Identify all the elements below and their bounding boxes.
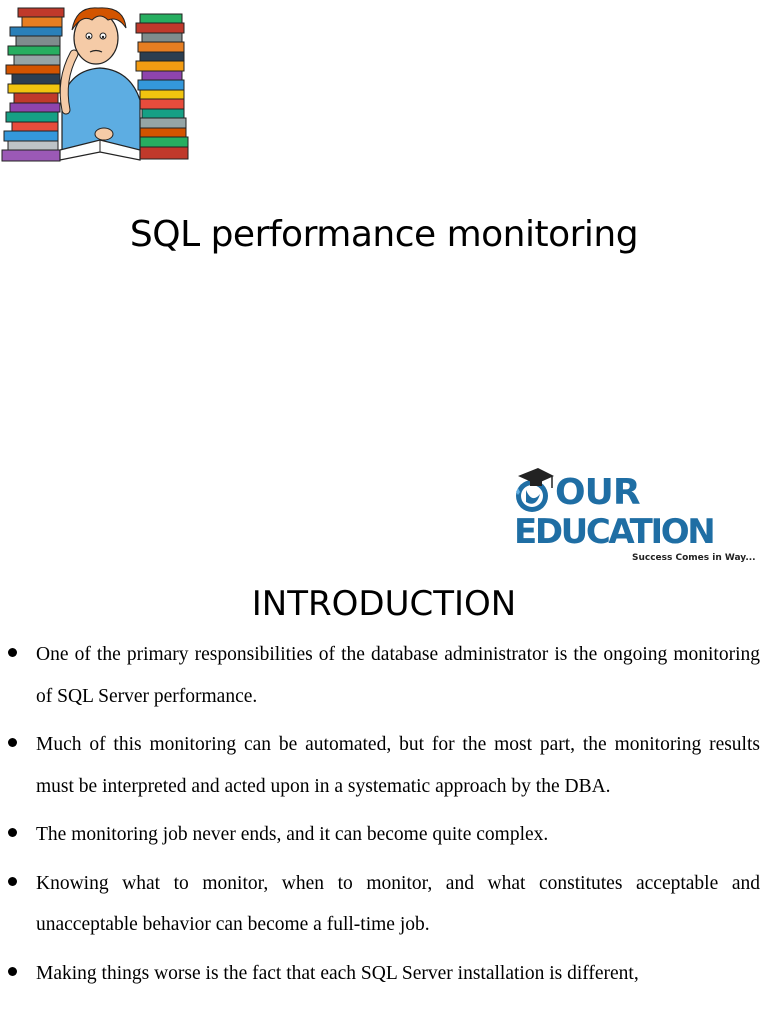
bullet-item xyxy=(0,863,768,946)
bullet-dot-icon xyxy=(8,648,17,657)
bullet-item xyxy=(0,634,768,717)
introduction-bullet-list xyxy=(0,634,768,1001)
logo-text-education: EDUCATION xyxy=(514,512,714,552)
bullet-text: Making things worse is the fact that each SQL Server installation is different, xyxy=(36,962,639,984)
logo-text-our: OUR xyxy=(555,472,640,513)
bullet-item xyxy=(0,953,768,995)
presentation-title: SQL performance monitoring xyxy=(129,214,639,255)
logo-tagline: Success Comes in Way... xyxy=(632,553,756,563)
introduction-heading: INTRODUCTION xyxy=(251,584,517,624)
graduate-cap-globe-icon xyxy=(512,464,556,516)
bullet-dot-icon xyxy=(8,877,17,886)
bullet-dot-icon xyxy=(8,738,17,747)
bullet-item xyxy=(0,814,768,856)
our-education-logo xyxy=(512,462,768,572)
bullet-text: Knowing what to monitor, when to monitor, and what constitutes acceptable and unacceptable behavior can become a full-time job. xyxy=(36,872,760,935)
bullet-item xyxy=(0,724,768,807)
bullet-dot-icon xyxy=(8,828,17,837)
bullet-text: One of the primary responsibilities of the database administrator is the ongoing monitoring of SQL Server performance. xyxy=(36,644,760,707)
student-with-book-stacks-icon xyxy=(0,0,200,165)
bullet-text: Much of this monitoring can be automated, but for the most part, the monitoring results must be interpreted and acted upon in a systematic approach by the DBA. xyxy=(36,734,760,797)
bullet-text: The monitoring job never ends, and it can become quite complex. xyxy=(36,824,549,845)
bullet-dot-icon xyxy=(8,967,17,976)
